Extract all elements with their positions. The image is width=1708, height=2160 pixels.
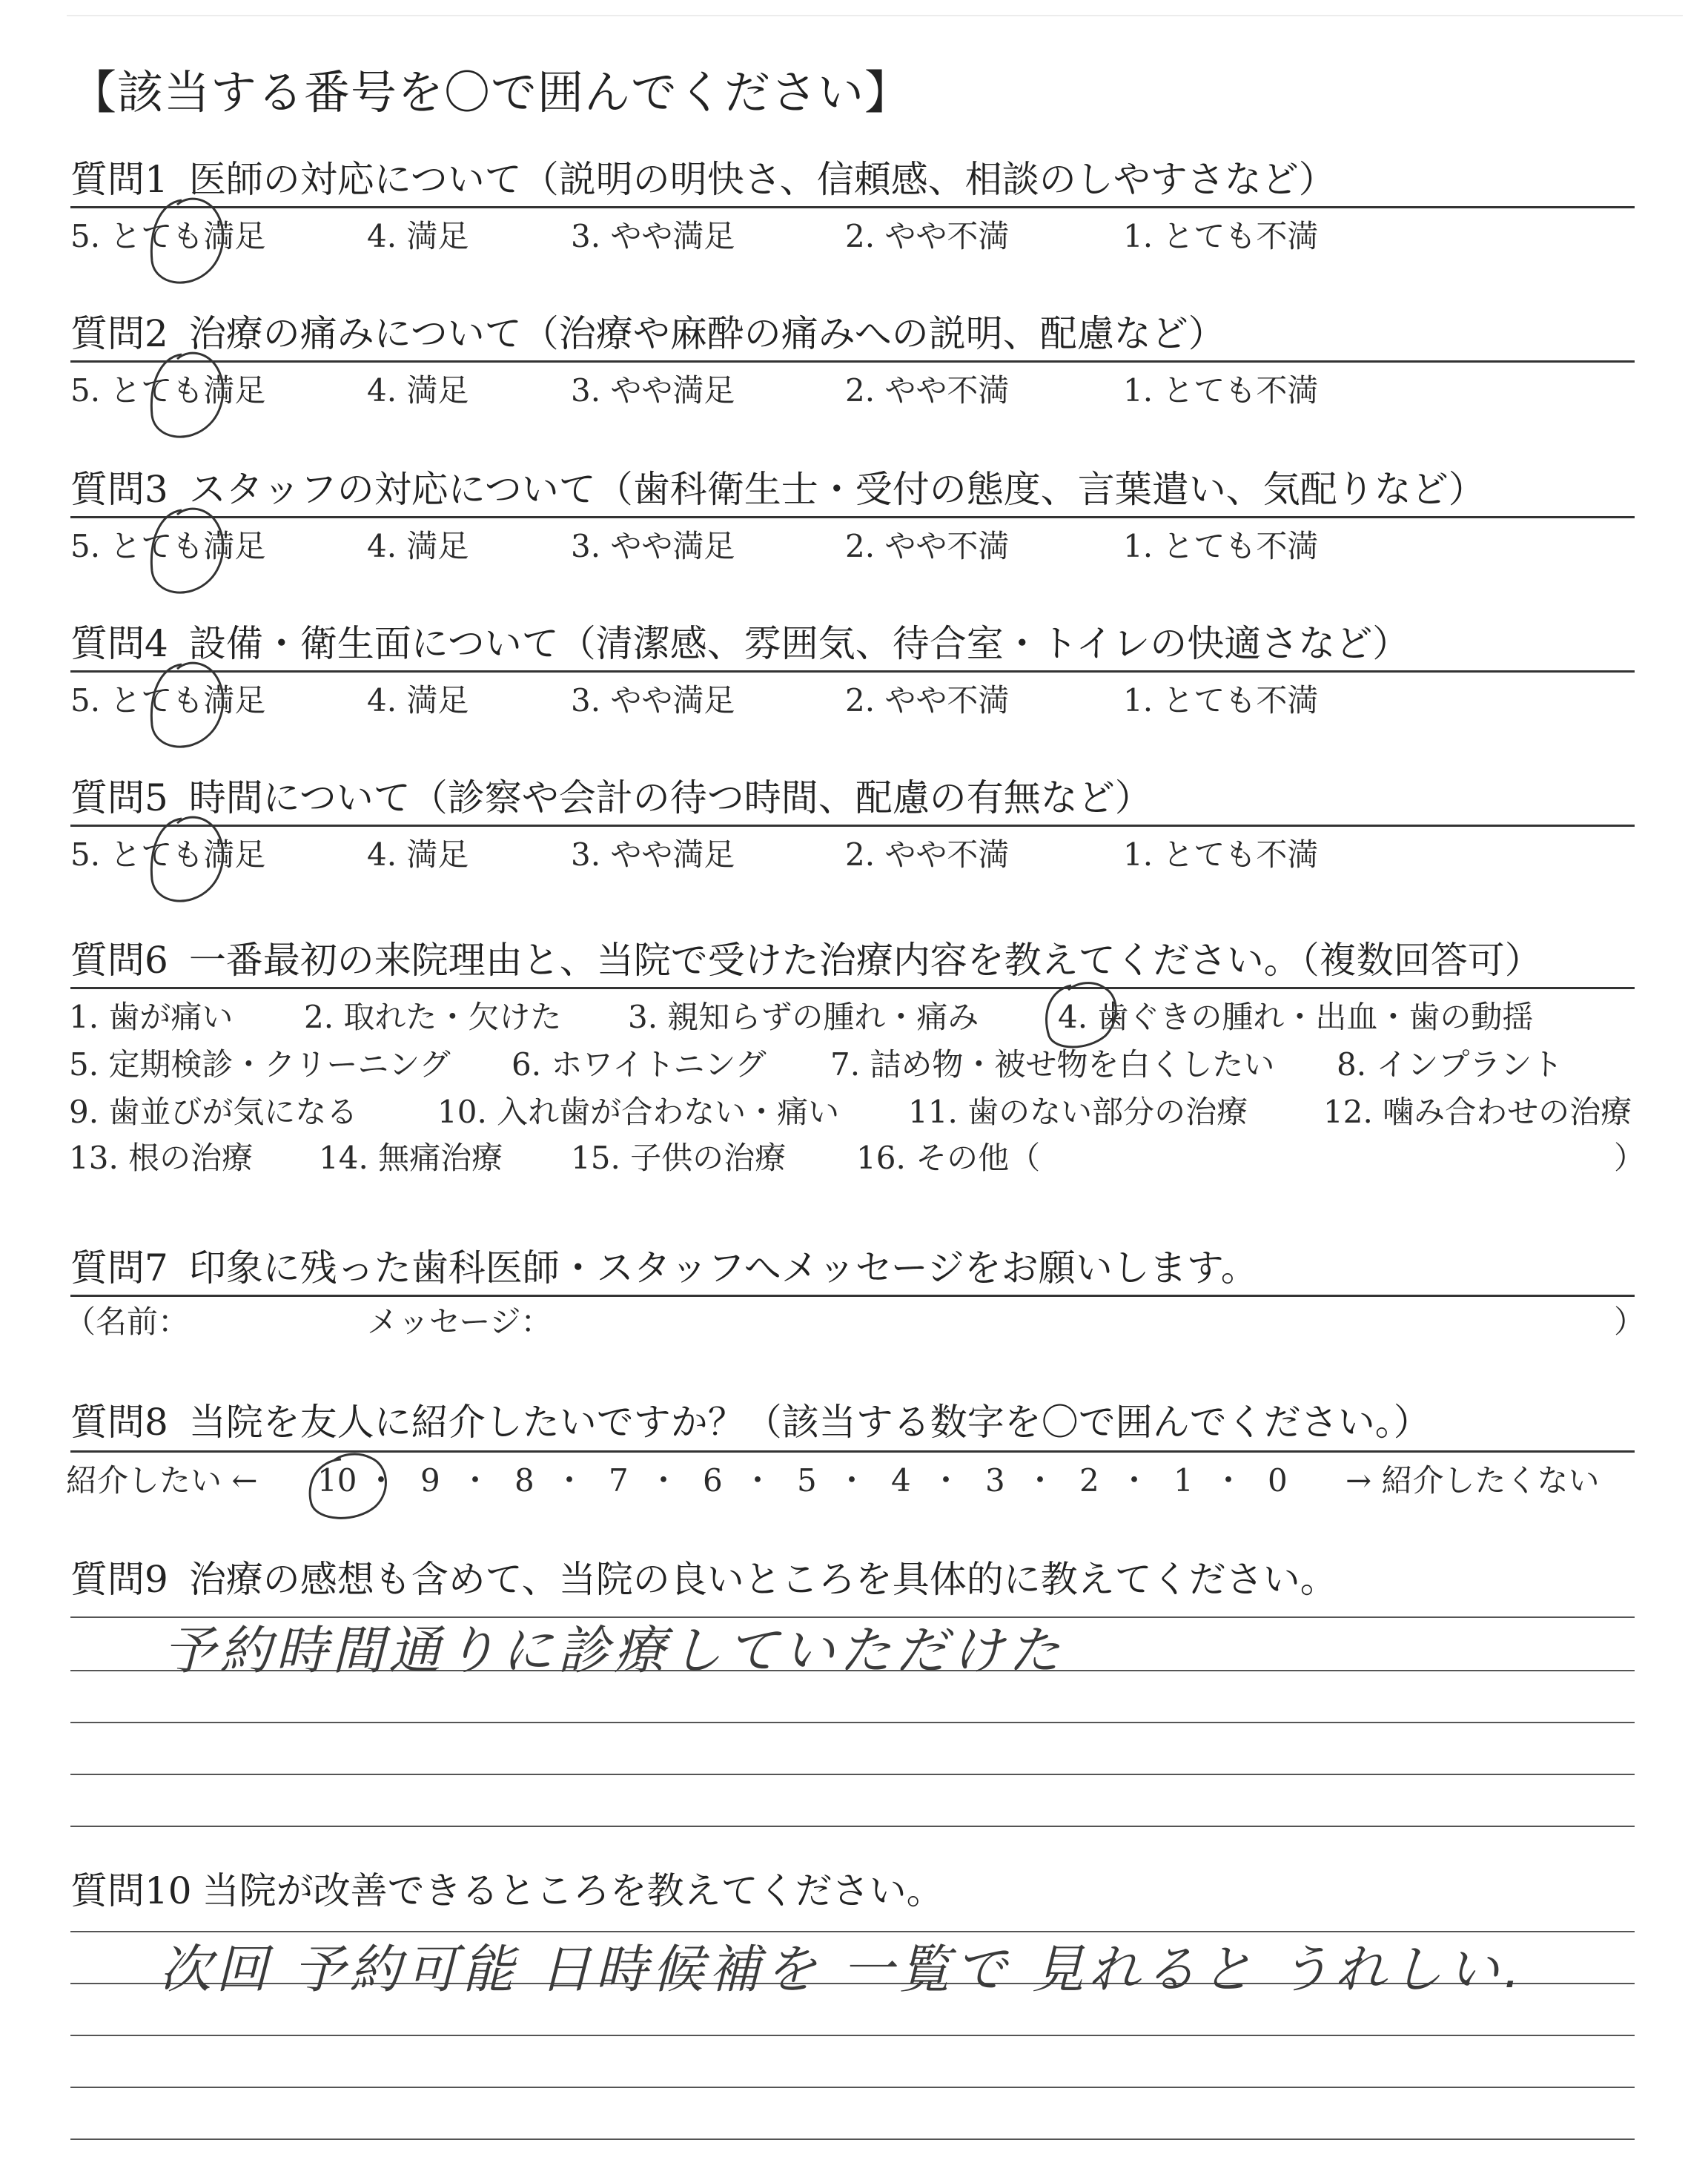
message-label: メッセージ： — [367, 1304, 552, 1340]
question-rule — [70, 1450, 1635, 1453]
rating-option-5[interactable]: 5. とても満足 — [70, 836, 266, 873]
question-rule — [70, 206, 1635, 208]
other-close-paren: ） — [1614, 1140, 1646, 1176]
reason-option-10[interactable]: 10. 入れ歯が合わない・痛い — [437, 1094, 840, 1130]
question-3 — [70, 467, 1635, 578]
scale-separator: ・ — [460, 1462, 491, 1499]
rating-option-4[interactable]: 4. 満足 — [367, 528, 469, 564]
name-label: （名前： — [64, 1304, 190, 1340]
question-number: 質問4 — [70, 622, 168, 665]
reason-option-9[interactable]: 9. 歯並びが気になる — [69, 1094, 358, 1130]
instruction-heading: 【該当する番号を〇で囲んでください】 — [70, 65, 912, 119]
question-6 — [69, 938, 1646, 1190]
reason-option-14[interactable]: 14. 無痛治療 — [319, 1140, 503, 1176]
scale-value-8[interactable]: 8 — [514, 1462, 534, 1499]
rating-option-1[interactable]: 1. とても不満 — [1123, 682, 1319, 719]
question-text: 治療の痛みについて（治療や麻酔の痛みへの説明、配慮など） — [188, 312, 1225, 355]
question-text: 時間について（診察や会計の待つ時間、配慮の有無など） — [188, 776, 1152, 819]
rating-option-4[interactable]: 4. 満足 — [367, 836, 469, 873]
recommend-right-label: → 紹介したくない — [1345, 1462, 1600, 1499]
scale-separator: ・ — [648, 1462, 680, 1499]
rating-option-5[interactable]: 5. とても満足 — [70, 372, 266, 409]
scale-separator: ・ — [1025, 1462, 1056, 1499]
scale-value-10[interactable]: 10 — [317, 1462, 357, 1499]
reason-option-1[interactable]: 1. 歯が痛い — [69, 999, 234, 1035]
scale-value-3[interactable]: 3 — [985, 1462, 1005, 1499]
question-text: 設備・衛生面について（清潔感、雰囲気、待合室・トイレの快適さなど） — [188, 622, 1410, 665]
reason-option-2[interactable]: 2. 取れた・欠けた — [304, 999, 562, 1035]
rating-option-3[interactable]: 3. やや満足 — [571, 836, 735, 873]
handwritten-answer-10: 次回 予約可能 日時候補を 一覧で 見れると うれしい. — [159, 1939, 1525, 2000]
message-close-paren: ） — [1614, 1304, 1646, 1340]
reason-option-16[interactable]: 16. その他（ — [856, 1140, 1041, 1176]
write-line — [70, 2087, 1635, 2088]
scale-value-9[interactable]: 9 — [420, 1462, 440, 1499]
scale-value-2[interactable]: 2 — [1079, 1462, 1099, 1499]
scale-separator: ・ — [1213, 1462, 1245, 1499]
rating-option-2[interactable]: 2. やや不満 — [845, 372, 1010, 409]
question-1 — [70, 157, 1635, 268]
question-number: 質問7 — [70, 1246, 168, 1289]
reason-option-8[interactable]: 8. インプラント — [1337, 1046, 1563, 1083]
scan-edge — [67, 15, 1683, 16]
scale-value-0[interactable]: 0 — [1268, 1462, 1288, 1499]
rating-option-3[interactable]: 3. やや満足 — [571, 372, 735, 409]
rating-option-1[interactable]: 1. とても不満 — [1123, 372, 1319, 409]
reason-option-6[interactable]: 6. ホワイトニング — [512, 1046, 767, 1083]
write-line — [70, 1826, 1635, 1827]
question-number: 質問5 — [70, 776, 168, 819]
question-rule — [70, 516, 1635, 518]
recommend-left-label: 紹介したい ← — [66, 1462, 258, 1499]
scale-value-5[interactable]: 5 — [797, 1462, 817, 1499]
rating-option-2[interactable]: 2. やや不満 — [845, 682, 1010, 719]
question-8 — [66, 1400, 1635, 1526]
scale-separator: ・ — [554, 1462, 586, 1499]
question-number: 質問3 — [70, 468, 168, 511]
question-rule — [70, 1295, 1635, 1297]
question-number: 質問10 — [70, 1869, 192, 1912]
scale-value-6[interactable]: 6 — [703, 1462, 723, 1499]
rating-option-2[interactable]: 2. やや不満 — [845, 218, 1010, 254]
question-number: 質問8 — [70, 1401, 168, 1444]
rating-option-2[interactable]: 2. やや不満 — [845, 836, 1010, 873]
rating-option-3[interactable]: 3. やや満足 — [571, 528, 735, 564]
question-7 — [64, 1246, 1646, 1350]
question-4 — [70, 621, 1635, 733]
question-text: 当院が改善できるところを教えてください。 — [202, 1869, 944, 1912]
rating-option-5[interactable]: 5. とても満足 — [70, 528, 266, 564]
reason-option-4[interactable]: 4. 歯ぐきの腫れ・出血・歯の動揺 — [1058, 999, 1534, 1035]
write-line — [70, 2035, 1635, 2036]
question-number: 質問2 — [70, 312, 168, 355]
reason-option-7[interactable]: 7. 詰め物・被せ物を白くしたい — [830, 1046, 1275, 1083]
reason-option-12[interactable]: 12. 噛み合わせの治療 — [1323, 1094, 1632, 1130]
reason-option-11[interactable]: 11. 歯のない部分の治療 — [908, 1094, 1248, 1130]
rating-option-1[interactable]: 1. とても不満 — [1123, 218, 1319, 254]
question-text: 医師の対応について（説明の明快さ、信頼感、相談のしやすさなど） — [188, 158, 1336, 201]
rating-option-3[interactable]: 3. やや満足 — [571, 218, 735, 254]
rating-option-1[interactable]: 1. とても不満 — [1123, 836, 1319, 873]
question-text: 当院を友人に紹介したいですか？（該当する数字を〇で囲んでください。） — [188, 1401, 1431, 1444]
rating-option-4[interactable]: 4. 満足 — [367, 372, 469, 409]
question-rule — [70, 987, 1635, 989]
scale-value-1[interactable]: 1 — [1174, 1462, 1194, 1499]
scale-separator: ・ — [930, 1462, 962, 1499]
write-line — [70, 1722, 1635, 1723]
scale-separator: ・ — [742, 1462, 774, 1499]
rating-option-1[interactable]: 1. とても不満 — [1123, 528, 1319, 564]
rating-option-3[interactable]: 3. やや満足 — [571, 682, 735, 719]
write-line — [70, 2138, 1635, 2140]
question-text: 一番最初の来院理由と、当院で受けた治療内容を教えてください。（複数回答可） — [188, 939, 1542, 982]
question-text: スタッフの対応について（歯科衛生士・受付の態度、言葉遣い、気配りなど） — [188, 468, 1486, 511]
question-text: 印象に残った歯科医師・スタッフへメッセージをお願いします。 — [188, 1246, 1258, 1289]
question-10 — [70, 1869, 1635, 1913]
reason-option-5[interactable]: 5. 定期検診・クリーニング — [69, 1046, 451, 1083]
scale-separator: ・ — [365, 1462, 397, 1499]
reason-option-3[interactable]: 3. 親知らずの腫れ・痛み — [628, 999, 979, 1035]
question-rule — [70, 360, 1635, 363]
rating-option-4[interactable]: 4. 満足 — [367, 218, 469, 254]
scale-value-7[interactable]: 7 — [609, 1462, 629, 1499]
question-5 — [70, 776, 1635, 887]
question-text: 治療の感想も含めて、当院の良いところを具体的に教えてください。 — [188, 1558, 1337, 1601]
question-2 — [70, 311, 1635, 423]
question-rule — [70, 670, 1635, 673]
question-9 — [70, 1557, 1635, 1602]
reason-option-13[interactable]: 13. 根の治療 — [69, 1140, 254, 1176]
rating-option-4[interactable]: 4. 満足 — [367, 682, 469, 719]
scale-value-4[interactable]: 4 — [891, 1462, 911, 1499]
rating-option-5[interactable]: 5. とても満足 — [70, 682, 266, 719]
question-number: 質問1 — [70, 158, 168, 201]
reason-option-15[interactable]: 15. 子供の治療 — [571, 1140, 787, 1176]
question-number: 質問9 — [70, 1558, 168, 1601]
question-rule — [70, 825, 1635, 827]
scale-separator: ・ — [836, 1462, 868, 1499]
rating-option-2[interactable]: 2. やや不満 — [845, 528, 1010, 564]
question-number: 質問6 — [70, 939, 168, 982]
handwritten-answer-9: 予約時間通りに診療していただけた — [163, 1620, 1065, 1681]
rating-option-5[interactable]: 5. とても満足 — [70, 218, 266, 254]
scale-separator: ・ — [1119, 1462, 1151, 1499]
write-line — [70, 1774, 1635, 1775]
